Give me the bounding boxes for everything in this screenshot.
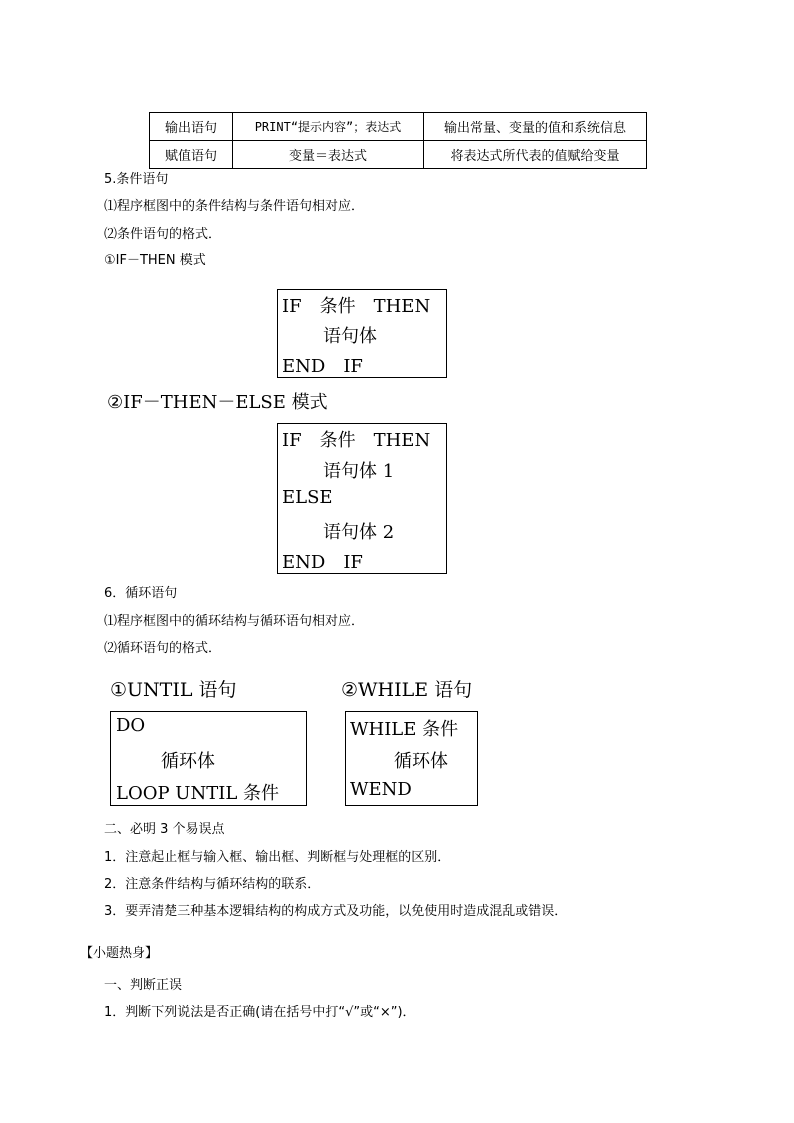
code-line: DO: [116, 715, 146, 736]
list-item: 2．注意条件结构与循环结构的联系．: [104, 877, 321, 892]
section-heading-loop: 6．循环语句: [104, 586, 178, 601]
code-line: IF 条件 THEN: [282, 296, 431, 317]
code-line: IF 条件 THEN: [282, 430, 431, 451]
code-box-until: [110, 711, 307, 806]
table-cell: PRINT“提示内容”；表达式: [233, 113, 424, 141]
section-heading-conditional: 5.条件语句: [104, 172, 169, 187]
code-line: 语句体: [323, 326, 377, 347]
table-cell: 将表达式所代表的值赋给变量: [424, 141, 647, 169]
until-label: ①UNTIL 语句: [110, 679, 237, 701]
table-row: [150, 113, 647, 141]
section-heading-warmup: 【小题热身】: [80, 946, 159, 961]
code-line: ELSE: [282, 487, 333, 508]
code-line: END IF: [282, 356, 363, 377]
code-line: 语句体 1: [323, 461, 395, 482]
subheading: 一、判断正误: [104, 978, 183, 993]
code-line: WEND: [350, 779, 412, 800]
mode-label-if-then: ①IF－THEN 模式: [104, 253, 206, 268]
while-label: ②WHILE 语句: [341, 679, 473, 701]
code-box-while: [345, 711, 478, 806]
code-line: 循环体: [394, 751, 448, 772]
code-line: 循环体: [161, 751, 215, 772]
paragraph: ⑵循环语句的格式．: [104, 641, 222, 656]
code-box-if-then: [277, 289, 447, 378]
table-cell: 输出常量、变量的值和系统信息: [424, 113, 647, 141]
code-line: LOOP UNTIL 条件: [116, 783, 280, 804]
list-item: 1．注意起止框与输入框、输出框、判断框与处理框的区别．: [104, 850, 451, 865]
paragraph: ⑴程序框图中的条件结构与条件语句相对应．: [104, 199, 365, 214]
code-box-if-then-else: [277, 423, 447, 574]
table-row: [150, 141, 647, 169]
paragraph: ⑴程序框图中的循环结构与循环语句相对应．: [104, 614, 365, 629]
table-cell: 赋值语句: [150, 141, 233, 169]
statement-table: [149, 112, 647, 169]
code-line: END IF: [282, 552, 363, 573]
question: 1．判断下列说法是否正确(请在括号中打“√”或“×”)．: [104, 1005, 416, 1020]
section-heading-mistakes: 二、必明 3 个易误点: [104, 822, 225, 837]
code-line: WHILE 条件: [350, 719, 459, 740]
table-cell: 变量＝表达式: [233, 141, 424, 169]
mode-label-if-then-else: ②IF－THEN－ELSE 模式: [107, 392, 328, 413]
paragraph: ⑵条件语句的格式．: [104, 227, 222, 242]
table-cell: 输出语句: [150, 113, 233, 141]
list-item: 3．要弄清楚三种基本逻辑结构的构成方式及功能，以免使用时造成混乱或错误．: [104, 904, 568, 919]
code-line: 语句体 2: [323, 522, 395, 543]
